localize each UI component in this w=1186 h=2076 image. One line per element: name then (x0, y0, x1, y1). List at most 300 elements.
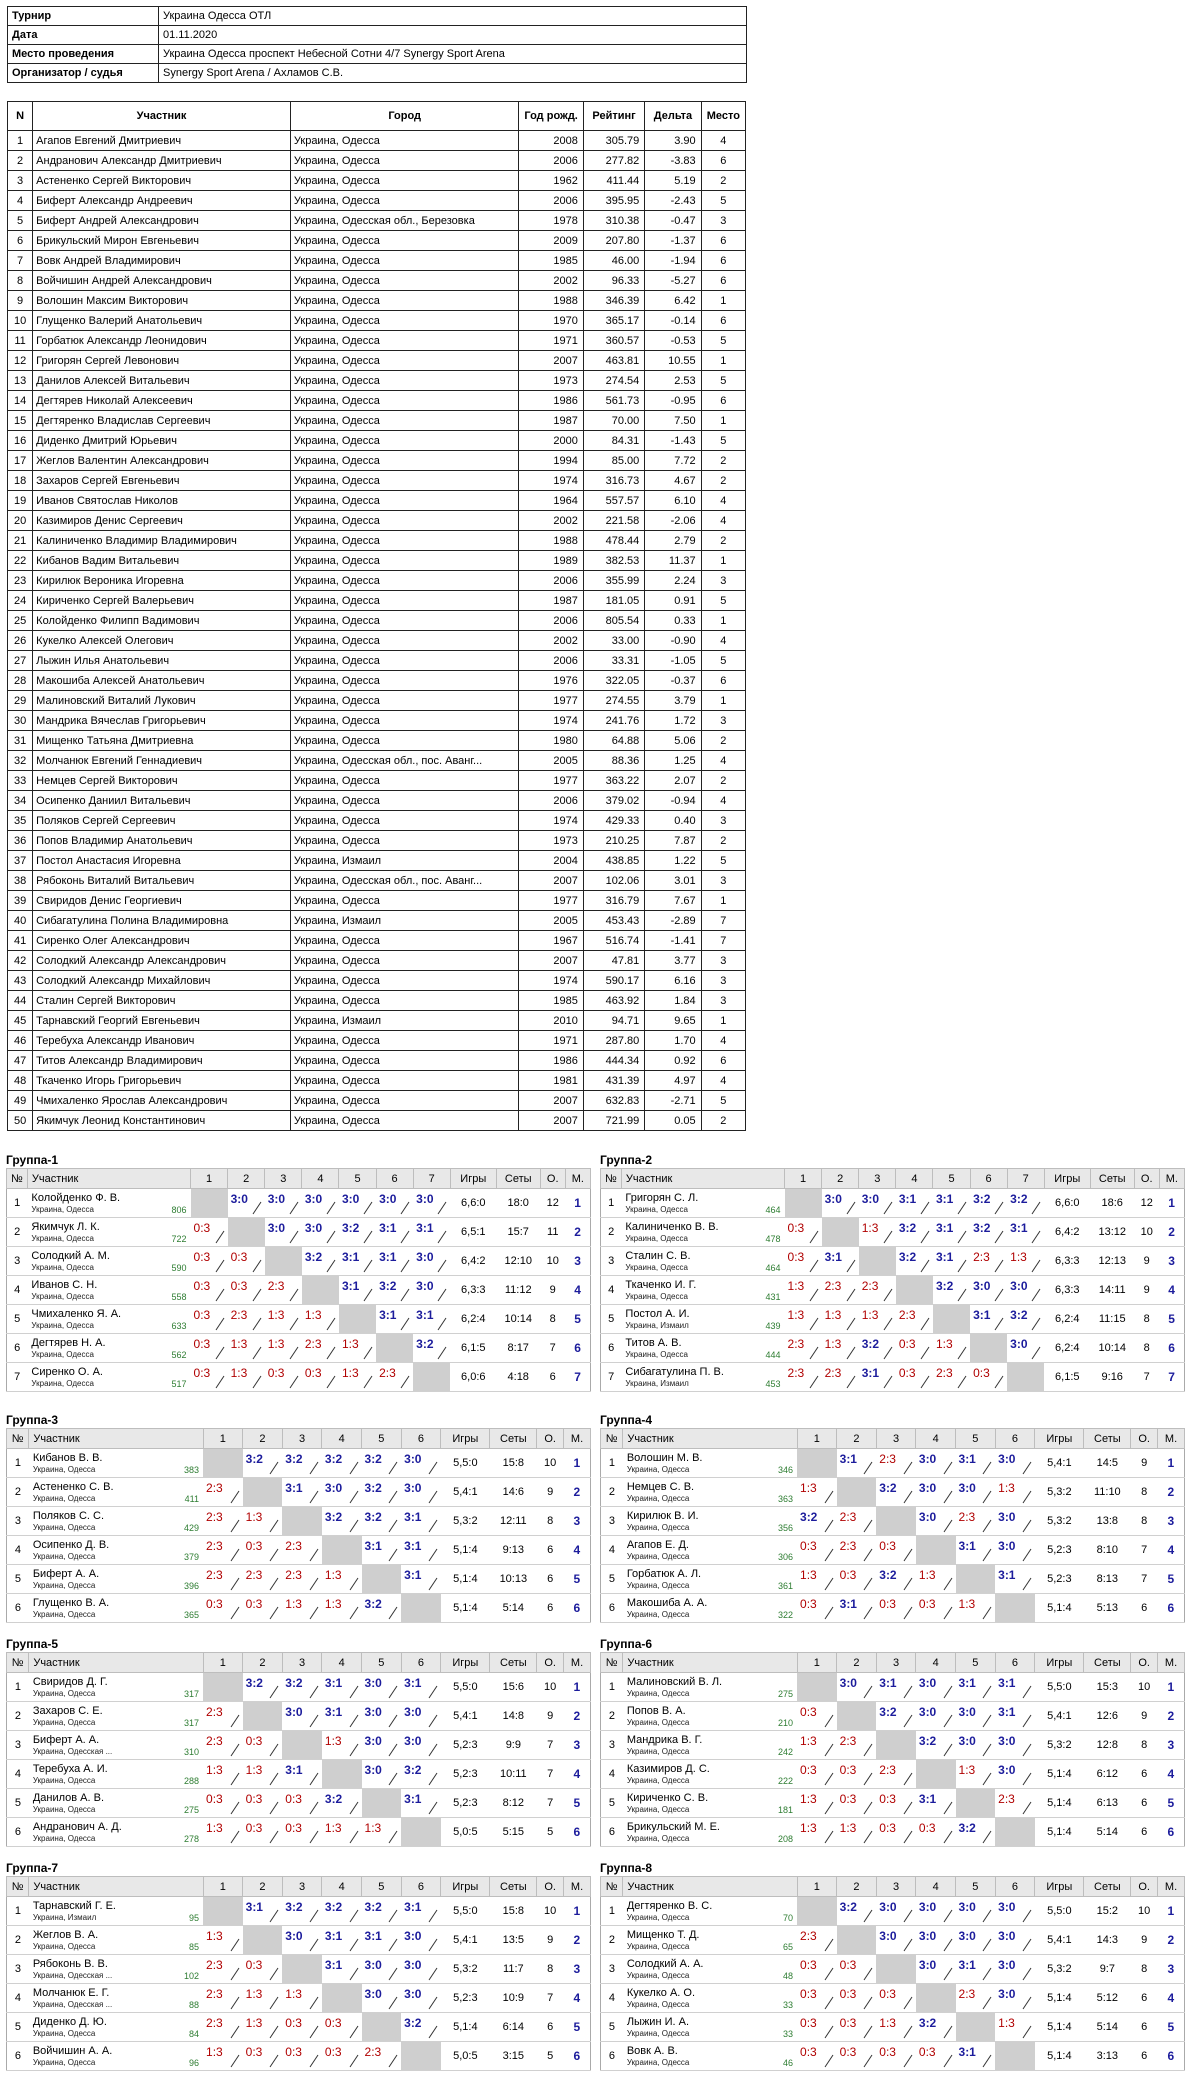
match-score: 3:0 (341, 1192, 360, 1206)
table-row (8, 351, 746, 371)
table-row (601, 1789, 1185, 1818)
match-score: 3:1 (935, 1221, 954, 1235)
player-delta: 0.91 (645, 591, 701, 611)
match-score: 3:0 (404, 1958, 422, 1972)
match-score-cell (282, 1702, 322, 1731)
group-player-name: Агапов Е. Д. (626, 1539, 689, 1551)
table-row (7, 1955, 591, 1984)
match-score: 3:1 (404, 1539, 422, 1553)
group-player-cell (623, 1789, 797, 1818)
match-score-cell (956, 1449, 996, 1478)
match-score: 3:2 (898, 1221, 917, 1235)
match-score-cell (837, 1760, 877, 1789)
match-score: 3:2 (364, 1597, 382, 1611)
group-player-rating: 46 (783, 2058, 794, 2068)
match-score: 3:0 (918, 1705, 937, 1719)
table-row (601, 1818, 1185, 1847)
match-score: 0:3 (800, 1597, 817, 1611)
group-points: 6 (1131, 1594, 1158, 1623)
group-player-cell (621, 1334, 784, 1363)
match-score: 3:2 (958, 1821, 976, 1835)
match-score-cell (413, 1334, 450, 1363)
match-score-cell (203, 1955, 243, 1984)
group-col-games: Игры (441, 1429, 490, 1449)
table-row (8, 491, 746, 511)
group-games: 5,1:4 (1035, 1818, 1084, 1847)
player-delta: 9.65 (645, 1011, 701, 1031)
group-sets: 11:10 (1084, 1478, 1131, 1507)
group-player-number: 5 (7, 1789, 29, 1818)
group-player-number: 6 (601, 2042, 623, 2071)
match-score-cell (243, 1760, 283, 1789)
match-score-cell (362, 1673, 402, 1702)
player-place: 2 (701, 771, 745, 791)
group-player-name: Данилов А. В. (32, 1792, 105, 1804)
table-row (8, 1011, 746, 1031)
player-name: Тарнавский Георгий Евгеньевич (33, 1011, 291, 1031)
match-score: 1:3 (1010, 1250, 1027, 1264)
table-row (7, 1536, 591, 1565)
group-points: 8 (537, 1507, 564, 1536)
match-score: 3:0 (304, 1192, 323, 1206)
match-score-cell (203, 1984, 243, 2013)
group-col-opponent: 6 (401, 1429, 441, 1449)
group-col-no: № (601, 1429, 623, 1449)
group-player-rating: 208 (777, 1834, 794, 1844)
player-birth-year: 2002 (519, 631, 583, 651)
group-player-rating: 222 (777, 1776, 794, 1786)
player-name: Вовк Андрей Владимирович (33, 251, 291, 271)
group-player-name: Теребуха А. И. (32, 1763, 108, 1775)
player-city: Украина, Одесса (290, 771, 519, 791)
match-score-cell (322, 1897, 362, 1926)
group-place: 5 (1159, 1305, 1184, 1334)
match-score-cell (933, 1247, 970, 1276)
player-place: 6 (701, 311, 745, 331)
group-block (6, 1152, 591, 1392)
column-header: Город (290, 102, 519, 131)
match-score: 3:0 (416, 1279, 434, 1293)
player-rating: 395.95 (583, 191, 644, 211)
match-score-cell (191, 1363, 228, 1392)
group-player-number: 5 (7, 2013, 29, 2042)
match-score-cell (282, 2013, 322, 2042)
info-row (8, 26, 747, 45)
match-score-cell (413, 1247, 450, 1276)
player-birth-year: 1974 (519, 711, 583, 731)
player-number: 5 (8, 211, 33, 231)
match-score: 3:1 (839, 1597, 857, 1611)
match-score: 3:2 (285, 1900, 303, 1914)
group-games: 5,4:1 (441, 1926, 490, 1955)
group-title: Группа-6 (600, 1637, 653, 1651)
match-score: 3:0 (404, 1705, 422, 1719)
player-rating: 429.33 (583, 811, 644, 831)
group-player-rating: 453 (765, 1379, 781, 1389)
match-score-cell (916, 1565, 956, 1594)
player-city: Украина, Одесса (290, 231, 519, 251)
group-player-city: Украина, Одесса (32, 2058, 96, 2067)
group-player-city: Украина, Одесская ... (32, 1747, 113, 1756)
match-score-cell (797, 1789, 837, 1818)
group-points: 6 (1131, 1984, 1158, 2013)
match-score: 3:0 (918, 1510, 937, 1524)
match-score: 1:3 (787, 1308, 805, 1322)
match-score-cell (282, 1565, 322, 1594)
info-value: Synergy Sport Arena / Ахламов С.В. (159, 64, 747, 83)
group-diagonal-cell (362, 2013, 402, 2042)
match-score-cell (322, 1478, 362, 1507)
group-player-city: Украина, Одесса (626, 1776, 690, 1785)
player-birth-year: 1962 (519, 171, 583, 191)
table-row (8, 571, 746, 591)
match-score-cell (401, 1789, 441, 1818)
group-col-games: Игры (1035, 1429, 1084, 1449)
player-birth-year: 1974 (519, 971, 583, 991)
match-score-cell (876, 1897, 916, 1926)
player-city: Украина, Измаил (290, 911, 519, 931)
match-score: 3:2 (304, 1250, 323, 1264)
group-place: 5 (564, 1565, 591, 1594)
player-delta: 1.72 (645, 711, 701, 731)
group-player-city: Украина, Одесса (626, 1834, 690, 1843)
group-col-player: Участник (623, 1429, 797, 1449)
group-col-opponent: 3 (282, 1877, 322, 1897)
player-name: Агапов Евгений Дмитриевич (33, 131, 291, 151)
match-score-cell (896, 1363, 933, 1392)
group-sets: 12:6 (1084, 1702, 1131, 1731)
group-table (6, 1168, 591, 1392)
group-col-opponent: 4 (896, 1169, 933, 1189)
group-player-city: Украина, Одесса (32, 1834, 96, 1843)
info-label: Турнир (8, 7, 159, 26)
group-player-number: 7 (7, 1363, 28, 1392)
match-score: 0:3 (245, 1792, 263, 1806)
group-player-rating: 242 (777, 1747, 794, 1757)
group-games: 5,5:0 (1035, 1673, 1084, 1702)
player-birth-year: 2005 (519, 911, 583, 931)
player-place: 6 (701, 251, 745, 271)
player-place: 2 (701, 531, 745, 551)
player-number: 12 (8, 351, 33, 371)
player-delta: 1.22 (645, 851, 701, 871)
player-rating: 453.43 (583, 911, 644, 931)
player-rating: 94.71 (583, 1011, 644, 1031)
match-score-cell (401, 1478, 441, 1507)
player-number: 25 (8, 611, 33, 631)
group-col-opponent: 2 (243, 1877, 283, 1897)
group-sets: 13:5 (490, 1926, 537, 1955)
group-player-rating: 65 (783, 1942, 794, 1952)
group-player-number: 5 (7, 1565, 29, 1594)
match-score-cell (956, 1702, 996, 1731)
match-score-cell (413, 1218, 450, 1247)
match-score-cell (785, 1363, 822, 1392)
match-score: 3:2 (879, 1705, 897, 1719)
match-score-cell (876, 1760, 916, 1789)
group-player-cell (27, 1305, 190, 1334)
match-score-cell (401, 1702, 441, 1731)
match-score: 3:2 (245, 1452, 263, 1466)
group-player-rating: 102 (183, 1971, 200, 1981)
group-player-number: 1 (601, 1189, 622, 1218)
group-player-rating: 181 (777, 1805, 794, 1815)
group-player-name: Титов А. В. (625, 1337, 682, 1349)
player-rating: 805.54 (583, 611, 644, 631)
player-delta: 1.25 (645, 751, 701, 771)
info-label: Организатор / судья (8, 64, 159, 83)
group-player-cell (623, 1955, 797, 1984)
match-score-cell (322, 1594, 362, 1623)
group-diagonal-cell (797, 1449, 837, 1478)
group-points: 8 (1134, 1334, 1159, 1363)
player-name: Свиридов Денис Георгиевич (33, 891, 291, 911)
match-score: 0:3 (973, 1366, 990, 1380)
group-col-points: О. (1134, 1169, 1159, 1189)
group-player-city: Украина, Одесса (626, 1552, 690, 1561)
group-player-rating: 429 (183, 1523, 200, 1533)
player-number: 22 (8, 551, 33, 571)
match-score-cell (822, 1305, 859, 1334)
group-col-place: М. (564, 1653, 591, 1673)
group-sets: 13:8 (1084, 1507, 1131, 1536)
match-score: 1:3 (824, 1308, 842, 1322)
group-place: 1 (565, 1189, 590, 1218)
player-birth-year: 2006 (519, 571, 583, 591)
group-player-number: 2 (601, 1478, 623, 1507)
group-player-city: Украина, Одесса (32, 1465, 96, 1474)
group-diagonal-cell (401, 1594, 441, 1623)
match-score: 0:3 (918, 2045, 936, 2059)
match-score: 3:0 (998, 1539, 1016, 1553)
player-place: 1 (701, 551, 745, 571)
match-score: 2:3 (364, 2045, 382, 2059)
table-row (7, 1276, 591, 1305)
group-place: 4 (565, 1276, 590, 1305)
group-block (6, 1412, 591, 1623)
group-player-rating: 806 (171, 1205, 187, 1215)
match-score: 0:3 (193, 1250, 211, 1264)
match-score: 3:2 (918, 2016, 937, 2030)
match-score-cell (896, 1218, 933, 1247)
group-col-opponent: 6 (995, 1653, 1035, 1673)
match-score-cell (995, 1536, 1035, 1565)
group-diagonal-cell (970, 1334, 1007, 1363)
match-score-cell (362, 1984, 402, 2013)
match-score-cell (243, 1955, 283, 1984)
match-score-cell (203, 1478, 243, 1507)
group-col-place: М. (565, 1169, 590, 1189)
group-col-place: М. (1158, 1877, 1185, 1897)
group-player-name: Андранович А. Д. (32, 1821, 122, 1833)
group-sets: 6:14 (490, 2013, 537, 2042)
group-player-cell (29, 1955, 203, 1984)
match-score-cell (243, 1897, 283, 1926)
match-score-cell (362, 1818, 402, 1847)
match-score: 1:3 (324, 1821, 342, 1835)
table-row (601, 1218, 1185, 1247)
table-row (8, 971, 746, 991)
match-score: 0:3 (285, 2016, 302, 2030)
group-games: 6,4:2 (450, 1247, 496, 1276)
match-score: 2:3 (935, 1366, 953, 1380)
group-player-number: 2 (7, 1702, 29, 1731)
group-games: 6,2:4 (1044, 1305, 1090, 1334)
player-name: Титов Александр Владимирович (33, 1051, 291, 1071)
match-score: 3:0 (958, 1929, 976, 1943)
player-birth-year: 2010 (519, 1011, 583, 1031)
player-place: 1 (701, 691, 745, 711)
group-games: 5,4:1 (1035, 1449, 1084, 1478)
player-birth-year: 1977 (519, 691, 583, 711)
group-title: Группа-5 (6, 1637, 59, 1651)
group-games: 5,3:2 (441, 1955, 490, 1984)
player-city: Украина, Одесса (290, 791, 519, 811)
match-score-cell (822, 1363, 859, 1392)
player-rating: 316.73 (583, 471, 644, 491)
group-col-opponent: 4 (916, 1877, 956, 1897)
group-player-rating: 558 (171, 1292, 187, 1302)
match-score: 3:0 (267, 1192, 286, 1206)
group-diagonal-cell (322, 1536, 362, 1565)
player-number: 1 (8, 131, 33, 151)
group-player-cell (29, 1594, 203, 1623)
group-player-number: 5 (601, 1789, 623, 1818)
group-games: 5,2:3 (1035, 1536, 1084, 1565)
match-score-cell (876, 1673, 916, 1702)
player-rating: 274.54 (583, 371, 644, 391)
group-games: 5,3:2 (1035, 1731, 1084, 1760)
match-score-cell (322, 1702, 362, 1731)
match-score-cell (203, 1507, 243, 1536)
match-score: 1:3 (800, 1734, 817, 1748)
player-rating: 632.83 (583, 1091, 644, 1111)
player-place: 5 (701, 1091, 745, 1111)
match-score: 3:0 (324, 1481, 343, 1495)
table-row (601, 1305, 1185, 1334)
player-number: 44 (8, 991, 33, 1011)
player-rating: 721.99 (583, 1111, 644, 1131)
match-score-cell (265, 1305, 302, 1334)
table-row (601, 2013, 1185, 2042)
info-row (8, 45, 747, 64)
group-diagonal-cell (837, 1702, 877, 1731)
player-name: Малиновский Виталий Лукович (33, 691, 291, 711)
group-games: 5,1:4 (1035, 2042, 1084, 2071)
table-row (7, 1818, 591, 1847)
group-col-opponent: 2 (822, 1169, 859, 1189)
player-place: 2 (701, 471, 745, 491)
player-delta: 3.90 (645, 131, 701, 151)
player-number: 9 (8, 291, 33, 311)
group-player-rating: 590 (171, 1263, 187, 1273)
group-col-place: М. (1158, 1429, 1185, 1449)
player-city: Украина, Измаил (290, 851, 519, 871)
group-player-name: Жеглов В. А. (32, 1929, 99, 1941)
group-points: 9 (540, 1276, 565, 1305)
match-score: 3:1 (285, 1481, 303, 1495)
group-points: 6 (1131, 2013, 1158, 2042)
group-player-number: 6 (601, 1594, 623, 1623)
player-city: Украина, Одесса (290, 631, 519, 651)
match-score: 3:0 (958, 1900, 976, 1914)
match-score: 3:1 (324, 1676, 343, 1690)
group-place: 2 (564, 1926, 591, 1955)
match-score: 2:3 (206, 1481, 223, 1495)
player-number: 13 (8, 371, 33, 391)
match-score-cell (837, 1673, 877, 1702)
player-city: Украина, Одесса (290, 491, 519, 511)
match-score: 3:1 (404, 1900, 422, 1914)
group-player-name: Сталин С. В. (625, 1250, 691, 1262)
player-place: 1 (701, 411, 745, 431)
player-name: Биферт Андрей Александрович (33, 211, 291, 231)
group-player-name: Солодкий А. М. (31, 1250, 110, 1262)
group-player-name: Калиниченко В. В. (625, 1221, 719, 1233)
group-player-cell (623, 1818, 797, 1847)
match-score-cell (282, 1818, 322, 1847)
player-city: Украина, Одесса (290, 351, 519, 371)
group-player-city: Украина, Одесса (31, 1205, 94, 1214)
table-row (7, 1305, 591, 1334)
match-score: 1:3 (324, 1734, 342, 1748)
group-player-city: Украина, Одесса (626, 1465, 690, 1474)
match-score-cell (896, 1247, 933, 1276)
group-col-player: Участник (29, 1877, 203, 1897)
group-diagonal-cell (956, 2013, 996, 2042)
group-player-name: Кукелко А. О. (626, 1987, 696, 1999)
match-score: 0:3 (800, 1763, 817, 1777)
table-row (8, 331, 746, 351)
match-score-cell (362, 1926, 402, 1955)
player-name: Теребуха Александр Иванович (33, 1031, 291, 1051)
column-header: Дельта (645, 102, 701, 131)
player-rating: 88.36 (583, 751, 644, 771)
match-score-cell (322, 1789, 362, 1818)
match-score-cell (956, 1818, 996, 1847)
match-score: 3:0 (404, 1481, 422, 1495)
player-number: 19 (8, 491, 33, 511)
player-name: Немцев Сергей Викторович (33, 771, 291, 791)
player-place: 4 (701, 511, 745, 531)
player-number: 41 (8, 931, 33, 951)
group-player-number: 3 (601, 1507, 623, 1536)
match-score: 1:3 (861, 1221, 879, 1235)
match-score: 3:0 (364, 1763, 382, 1777)
match-score: 1:3 (285, 1987, 302, 2001)
match-score-cell (362, 1507, 402, 1536)
player-birth-year: 1974 (519, 471, 583, 491)
group-header-row (601, 1877, 1185, 1897)
match-score-cell (933, 1189, 970, 1218)
match-score-cell (916, 1478, 956, 1507)
match-score: 1:3 (304, 1308, 322, 1322)
group-games: 5,4:1 (441, 1702, 490, 1731)
table-row (8, 791, 746, 811)
match-score-cell (322, 1507, 362, 1536)
group-diagonal-cell (916, 1760, 956, 1789)
match-score-cell (191, 1305, 228, 1334)
group-col-place: М. (1158, 1653, 1185, 1673)
group-games: 5,2:3 (441, 1984, 490, 2013)
player-city: Украина, Одесса (290, 651, 519, 671)
group-col-no: № (7, 1653, 29, 1673)
group-col-place: М. (564, 1877, 591, 1897)
group-points: 8 (1131, 1731, 1158, 1760)
group-player-name: Биферт А. А. (32, 1568, 100, 1580)
player-place: 7 (701, 931, 745, 951)
group-col-opponent: 1 (203, 1653, 243, 1673)
